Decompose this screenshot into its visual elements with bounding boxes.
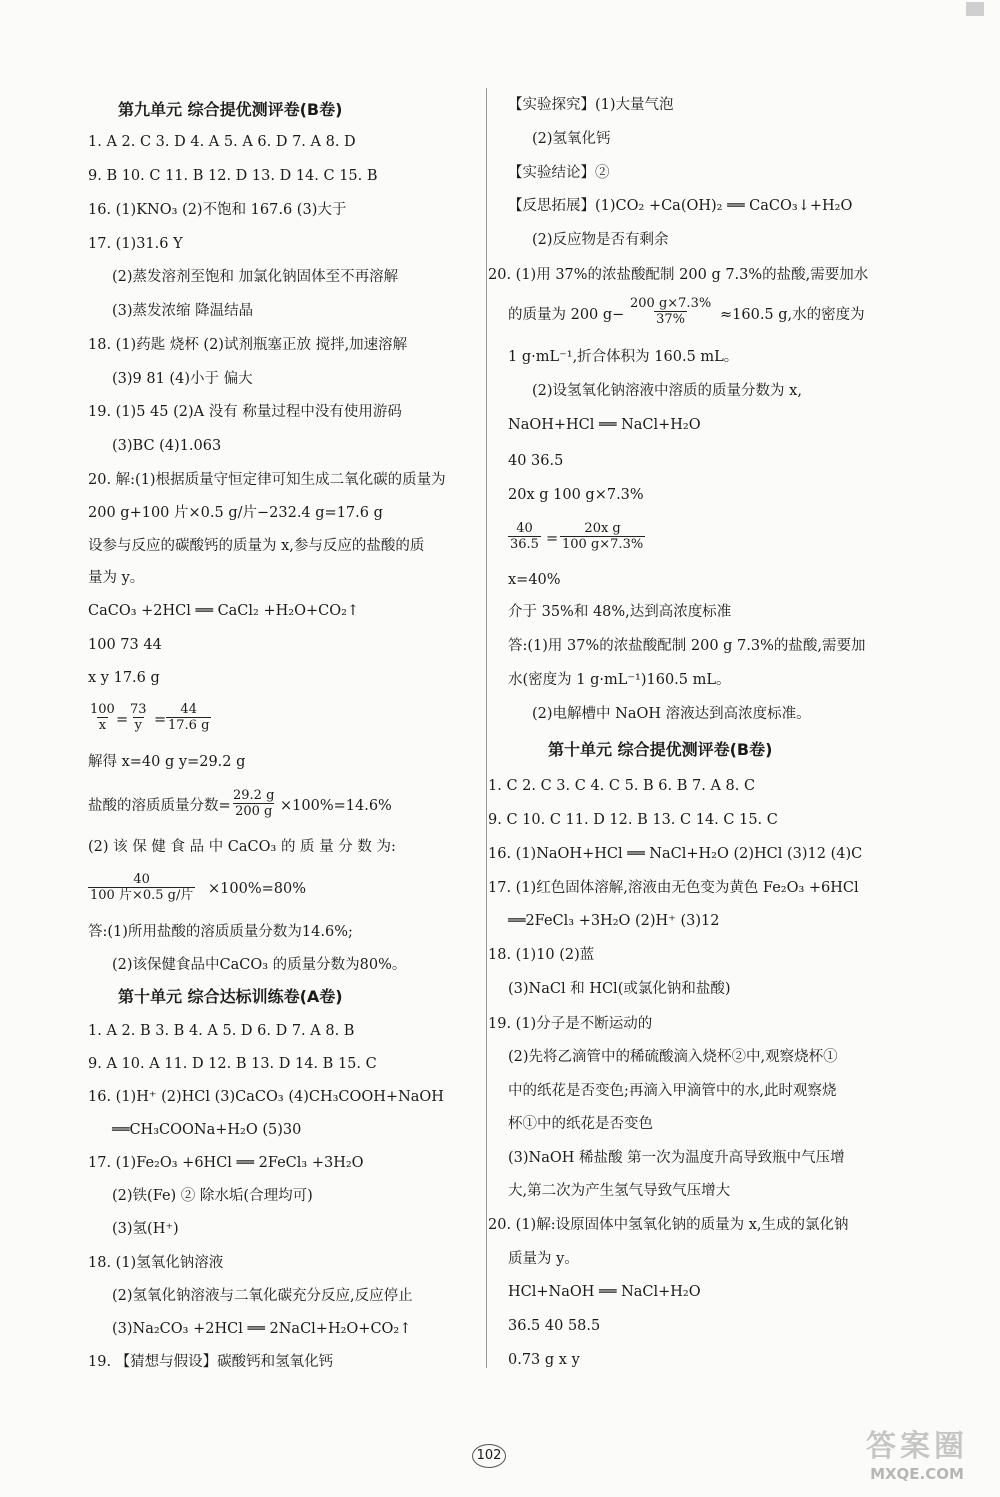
fraction: $\frac{29.2 g}{200 g}$ <box>233 788 275 819</box>
answer-line: (3)9 81 (4)小于 偏大 <box>112 371 253 387</box>
answer-line: 1. A 2. C 3. D 4. A 5. A 6. D 7. A 8. D <box>88 134 356 150</box>
equation-line: NaOH+HCl ══ NaCl+H₂O <box>508 417 701 433</box>
answer-line: 解得 x=40 g y=29.2 g <box>88 754 246 770</box>
fraction: 40 100 片×0.5 g/片 <box>90 872 194 903</box>
answer-line: ══CH₃COONa+H₂O (5)30 <box>112 1122 302 1138</box>
equation-line: CaCO₃ +2HCl ══ CaCl₂ +H₂O+CO₂↑ <box>88 603 360 619</box>
answer-line: 1 g·mL⁻¹,折合体积为 160.5 mL。 <box>508 349 739 365</box>
answer-line: 9. C 10. C 11. D 12. B 13. C 14. C 15. C <box>488 812 778 828</box>
equation-variables: 0.73 g x y <box>508 1352 580 1368</box>
equation-line: HCl+NaOH ══ NaCl+H₂O <box>508 1284 701 1300</box>
answer-line: 【实验结论】② <box>508 165 610 181</box>
section-title-unit10-a: 第十单元 综合达标训练卷(A卷) <box>118 987 343 1006</box>
answer-line: 1. A 2. B 3. B 4. A 5. D 6. D 7. A 8. B <box>88 1023 355 1039</box>
answer-line: 大,第二次为产生氢气导致气压增大 <box>508 1183 731 1199</box>
answer-line: 水(密度为 1 g·mL⁻¹)160.5 mL。 <box>508 672 731 688</box>
answer-line: 的质量为 200 g− <box>508 307 625 323</box>
answer-line: 9. A 10. A 11. D 12. B 13. D 14. B 15. C <box>88 1056 377 1072</box>
fraction: $\frac{73}{y}$ <box>130 702 147 733</box>
answer-line: 中的纸花是否变色;再滴入甲滴管中的水,此时观察烧 <box>508 1083 837 1099</box>
answer-line: 介于 35%和 48%,达到高浓度标准 <box>508 604 732 620</box>
equation-variables: 20x g 100 g×7.3% <box>508 487 644 503</box>
fraction: $\frac{40}{36.5}$ <box>510 521 539 552</box>
answer-line: 量为 y。 <box>88 570 145 586</box>
answer-line: (3)NaOH 稀盐酸 第一次为温度升高导致瓶中气压增 <box>508 1150 845 1166</box>
answer-line: (2)氢氧化钙 <box>532 131 611 147</box>
fraction: $\frac{\text{20x g}}{100 g\times 7.3\%}$ <box>562 521 644 552</box>
answer-line: ≈160.5 g,水的密度为 <box>720 307 865 323</box>
answer-line: x=40% <box>508 572 561 588</box>
answer-line: 盐酸的溶质质量分数= <box>88 798 231 814</box>
answer-line: 20. (1)用 37%的浓盐酸配制 200 g 7.3%的盐酸,需要加水 <box>488 267 869 283</box>
page-number: 102 <box>472 1444 506 1468</box>
answer-line: (3)NaCl 和 HCl(或氯化钠和盐酸) <box>508 981 731 997</box>
answer-line: 18. (1)药匙 烧杯 (2)试剂瓶塞正放 搅拌,加速溶解 <box>88 337 408 353</box>
answer-line: 质量为 y。 <box>508 1251 579 1267</box>
equation-coefficients: 100 73 44 <box>88 637 162 653</box>
answer-line: 杯①中的纸花是否变色 <box>508 1116 653 1132</box>
answer-line: (2) 该 保 健 食 品 中 CaCO₃ 的 质 量 分 数 为: <box>88 839 396 855</box>
answer-line: (3)Na₂CO₃ +2HCl ══ 2NaCl+H₂O+CO₂↑ <box>112 1321 412 1337</box>
answer-line: ×100%=14.6% <box>280 798 392 814</box>
answer-line: 17. (1)Fe₂O₃ +6HCl ══ 2FeCl₃ +3H₂O <box>88 1155 364 1171</box>
answer-line: 17. (1)31.6 Y <box>88 236 183 252</box>
answer-line: (3)蒸发浓缩 降温结晶 <box>112 303 254 319</box>
section-title-unit9-b: 第九单元 综合提优测评卷(B卷) <box>118 100 343 119</box>
answer-line: 答:(1)用 37%的浓盐酸配制 200 g 7.3%的盐酸,需要加 <box>508 638 866 654</box>
answer-line: 16. (1)NaOH+HCl ══ NaCl+H₂O (2)HCl (3)12 (4)C <box>488 846 863 862</box>
answer-line: (2)铁(Fe) ② 除水垢(合理均可) <box>112 1188 313 1204</box>
answer-line: ×100%=80% <box>208 881 306 897</box>
answer-line: (2)设氢氧化钠溶液中溶质的质量分数为 x, <box>532 383 802 399</box>
watermark-logo: 答案圈 MXQE.COM <box>866 1429 968 1483</box>
answer-line: 20. (1)解:设原固体中氢氧化钠的质量为 x,生成的氯化钠 <box>488 1217 849 1233</box>
equation-variables: x y 17.6 g <box>88 670 160 686</box>
fraction: $\frac{100}{x}$ <box>90 702 115 733</box>
answer-line: 1. C 2. C 3. C 4. C 5. B 6. B 7. A 8. C <box>488 778 756 794</box>
section-title-unit10-b: 第十单元 综合提优测评卷(B卷) <box>548 740 773 759</box>
answer-line: (2)氢氧化钠溶液与二氧化碳充分反应,反应停止 <box>112 1288 413 1304</box>
answer-line: (2)反应物是否有剩余 <box>532 232 669 248</box>
answer-line: 19. (1)5 45 (2)A 没有 称量过程中没有使用游码 <box>88 404 402 420</box>
equation-coefficients: 40 36.5 <box>508 453 564 469</box>
equation-coefficients: 36.5 40 58.5 <box>508 1318 601 1334</box>
answer-line: 答:(1)所用盐酸的溶质质量分数为14.6%; <box>88 924 353 940</box>
answer-line: 9. B 10. C 11. B 12. D 13. D 14. C 15. B <box>88 168 378 184</box>
answer-line: (2)电解槽中 NaOH 溶液达到高浓度标准。 <box>532 706 811 722</box>
fraction: $\frac{44}{17.6 g}$ <box>168 702 210 733</box>
answer-line: (2)蒸发溶剂至饱和 加氯化钠固体至不再溶解 <box>112 269 399 285</box>
answer-line: (2)该保健食品中CaCO₃ 的质量分数为80%。 <box>112 957 407 973</box>
corner-mark <box>966 2 984 16</box>
answer-line: ══2FeCl₃ +3H₂O (2)H⁺ (3)12 <box>508 913 720 929</box>
answer-line: 20. 解:(1)根据质量守恒定律可知生成二氧化碳的质量为 <box>88 472 446 488</box>
answer-line: (2)先将乙滴管中的稀硫酸滴入烧杯②中,观察烧杯① <box>508 1049 838 1065</box>
answer-line: 【反思拓展】(1)CO₂ +Ca(OH)₂ ══ CaCO₃↓+H₂O <box>508 198 853 214</box>
answer-line: (3)BC (4)1.063 <box>112 438 222 454</box>
answer-line: 17. (1)红色固体溶解,溶液由无色变为黄色 Fe₂O₃ +6HCl <box>488 880 859 896</box>
answer-line: 16. (1)H⁺ (2)HCl (3)CaCO₃ (4)CH₃COOH+NaOH <box>88 1089 444 1105</box>
answer-line: 【实验探究】(1)大量气泡 <box>508 97 674 113</box>
answer-line: 16. (1)KNO₃ (2)不饱和 167.6 (3)大于 <box>88 202 347 218</box>
answer-line: 设参与反应的碳酸钙的质量为 x,参与反应的盐酸的质 <box>88 538 425 554</box>
answer-line: 200 g+100 片×0.5 g/片−232.4 g=17.6 g <box>88 505 383 521</box>
answer-line: 19. (1)分子是不断运动的 <box>488 1016 653 1032</box>
answer-line: (3)氢(H⁺) <box>112 1221 179 1237</box>
answer-line: 18. (1)氢氧化钠溶液 <box>88 1255 224 1271</box>
fraction: $\frac{200 g\times 7.3\%}{37\%}$ <box>630 296 712 327</box>
answer-line: 19. 【猜想与假设】碳酸钙和氢氧化钙 <box>88 1354 334 1370</box>
answer-line: 18. (1)10 (2)蓝 <box>488 947 595 963</box>
column-divider <box>486 88 487 1368</box>
